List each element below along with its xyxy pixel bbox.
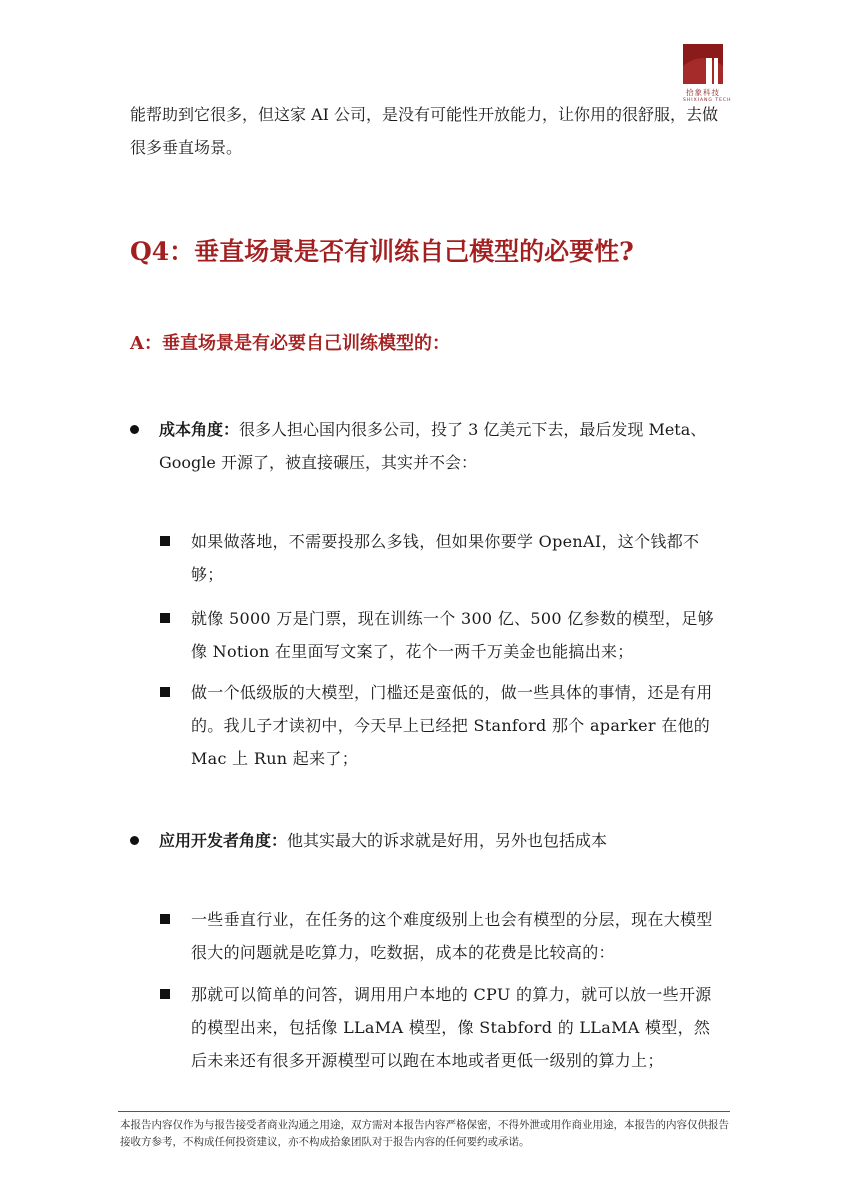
bullet-text: 他其实最大的诉求就是好用，另外也包括成本 — [287, 831, 608, 850]
bullet-label: 成本角度： — [159, 420, 240, 439]
list-item — [160, 525, 720, 591]
list-item — [160, 978, 720, 1077]
intro-block — [130, 98, 720, 164]
list-item-text: 做一个低级版的大模型，门槛还是蛮低的，做一些具体的事情，还是有用的。我儿子才读初中，今天早上已经把 Stanford 那个 aparker 在他的 Mac 上 Run 起来了； — [191, 683, 713, 768]
answer-heading: A：垂直场景是有必要自己训练模型的： — [130, 333, 450, 354]
list-item-text: 如果做落地，不需要投那么多钱，但如果你要学 OpenAI，这个钱都不够； — [191, 532, 700, 584]
bullet-cost — [130, 413, 720, 479]
company-logo — [683, 44, 732, 103]
footer-disclaimer: 本报告内容仅作为与报告接受者商业沟通之用途，双方需对本报告内容严格保密，不得外泄或用作商业用途，本报告的内容仅供报告接收方参考，不构成任何投资建议，亦不构成拾象团队对于报告内容的任何要约或承诺。 — [120, 1119, 729, 1148]
square-bullet-icon — [160, 687, 170, 697]
logo-name-cn: 拾象科技 — [686, 88, 720, 97]
square-bullet-icon — [160, 914, 170, 924]
list-item — [160, 903, 720, 969]
list-item-text: 一些垂直行业，在任务的这个难度级别上也会有模型的分层，现在大模型很大的问题就是吃算力，吃数据，成本的花费是比较高的： — [191, 910, 713, 962]
intro-paragraph: 能帮助到它很多，但这家 AI 公司，是没有可能性开放能力，让你用的很舒服，去做很多垂直场景。 — [130, 105, 719, 157]
list-item — [160, 676, 720, 775]
logo-mark-icon — [683, 44, 723, 84]
square-bullet-icon — [160, 613, 170, 623]
footer-divider — [118, 1111, 730, 1112]
square-bullet-icon — [160, 536, 170, 546]
bullet-text: 很多人担心国内很多公司，投了 3 亿美元下去，最后发现 Meta、Google 开源了，被直接碾压，其实并不会： — [159, 420, 707, 472]
list-item — [160, 602, 720, 668]
bullet-dot-icon — [130, 425, 139, 434]
question-heading: Q4：垂直场景是否有训练自己模型的必要性? — [130, 237, 634, 266]
bullet-developer — [130, 824, 720, 857]
list-item-text: 就像 5000 万是门票，现在训练一个 300 亿、500 亿参数的模型，足够像 Notion 在里面写文案了，花个一两千万美金也能搞出来； — [191, 609, 714, 661]
bullet-label: 应用开发者角度： — [159, 831, 288, 850]
list-item-text: 那就可以简单的问答，调用用户本地的 CPU 的算力，就可以放一些开源的模型出来，包括像 LLaMA 模型，像 Stabford 的 LLaMA 模型，然后未来还有很多开源模型可以跑在本地或者更低一级别的算力上； — [191, 985, 712, 1070]
bullet-dot-icon — [130, 836, 139, 845]
logo-name-en: SHIXIANG TECH — [683, 98, 732, 103]
square-bullet-icon — [160, 989, 170, 999]
